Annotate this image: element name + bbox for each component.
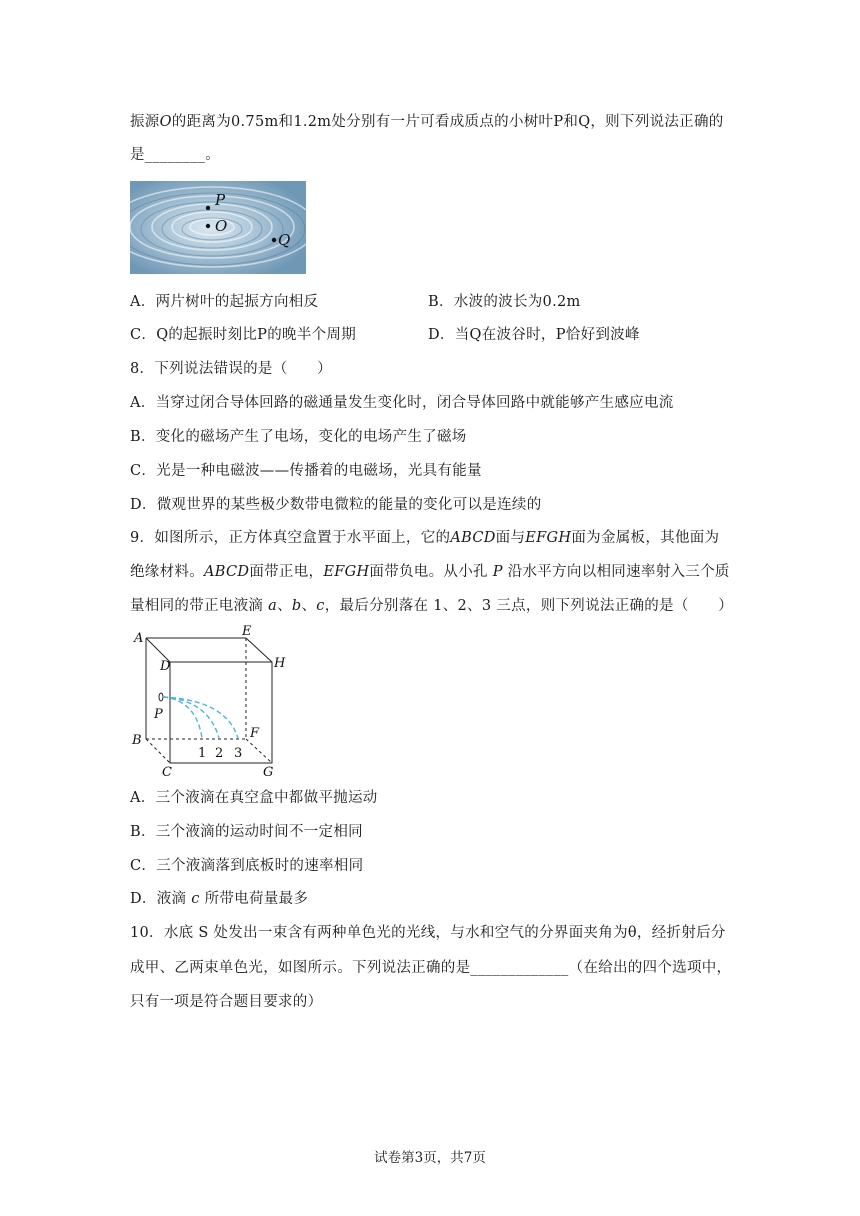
water-ripple-figure bbox=[130, 181, 306, 274]
trajectory-3 bbox=[163, 697, 238, 738]
point-3: 3 bbox=[234, 746, 243, 761]
label-d: D bbox=[160, 659, 171, 674]
q8-option-c: C．光是一种电磁波——传播着的电磁场，光具有能量 bbox=[130, 463, 482, 479]
edge-bc bbox=[146, 739, 170, 763]
point-1: 1 bbox=[198, 746, 207, 761]
source-o-dot bbox=[206, 224, 210, 228]
q9-stem-line3: 量相同的带正电液滴 a、b、c，最后分别落在 1、2、3 三点，则下列说法正确的是（ ） bbox=[130, 598, 734, 614]
label-p: P bbox=[154, 707, 163, 722]
q8-stem: 8．下列说法错误的是（ ） bbox=[130, 361, 332, 377]
trajectory-1 bbox=[163, 697, 202, 738]
q7-option-d: D．当Q在波谷时，P恰好到波峰 bbox=[428, 327, 640, 343]
q7-option-c: C．Q的起振时刻比P的晚半个周期 bbox=[130, 327, 357, 343]
label-b: B bbox=[132, 733, 142, 748]
q9-option-d: D．液滴 c 所带电荷量最多 bbox=[130, 891, 309, 907]
label-h: H bbox=[274, 656, 286, 671]
vacuum-cube-figure bbox=[126, 624, 296, 780]
q9-option-a: A．三个液滴在真空盒中都做平抛运动 bbox=[130, 790, 378, 806]
q9-stem-line2: 绝缘材料。ABCD面带正电，EFGH面带负电。从小孔 P 沿水平方向以相同速率射入三个质 bbox=[130, 564, 730, 580]
q7-option-b: B．水波的波长为0.2m bbox=[428, 294, 581, 310]
q10-stem-line2: 成甲、乙两束单色光，如图所示。下列说法正确的是_____________（在给出的四个选项中， bbox=[130, 960, 732, 976]
page-footer: 试卷第3页，共7页 bbox=[374, 1150, 486, 1166]
q9-stem-line1: 9．如图所示，正方体真空盒置于水平面上，它的ABCD面与EFGH面为金属板，其他面为 bbox=[130, 530, 720, 546]
point-2: 2 bbox=[215, 746, 224, 761]
q8-option-a: A．当穿过闭合导体回路的磁通量发生变化时，闭合导体回路中就能够产生感应电流 bbox=[130, 395, 674, 411]
hole-p bbox=[159, 693, 163, 701]
label-e: E bbox=[242, 624, 252, 639]
q10-stem-line3: 只有一项是符合题目要求的） bbox=[130, 994, 323, 1010]
label-c: C bbox=[162, 765, 172, 780]
trajectories bbox=[163, 697, 238, 738]
label-o: O bbox=[215, 217, 228, 235]
q7-option-a: A．两片树叶的起振方向相反 bbox=[130, 294, 319, 310]
label-f: F bbox=[250, 726, 260, 741]
q8-option-b: B．变化的磁场产生了电场，变化的电场产生了磁场 bbox=[130, 429, 467, 445]
edge-eh bbox=[246, 638, 272, 662]
label-q: Q bbox=[278, 231, 291, 249]
q7-stem-line2: 是________。 bbox=[130, 147, 220, 163]
label-p: P bbox=[215, 191, 226, 209]
q7-stem-line1: 振源O的距离为0.75m和1.2m处分别有一片可看成质点的小树叶P和Q，则下列说法正确的 bbox=[130, 114, 724, 130]
leaf-q-dot bbox=[272, 238, 276, 242]
q10-stem-line1: 10．水底 S 处发出一束含有两种单色光的光线，与水和空气的分界面夹角为θ，经折射后分 bbox=[130, 925, 726, 941]
label-a: A bbox=[134, 631, 144, 646]
leaf-p-dot bbox=[206, 206, 210, 210]
q9-option-c: C．三个液滴落到底板时的速率相同 bbox=[130, 858, 364, 874]
q9-option-b: B．三个液滴的运动时间不一定相同 bbox=[130, 824, 363, 840]
q8-option-d: D．微观世界的某些极少数带电微粒的能量的变化可以是连续的 bbox=[130, 497, 542, 513]
edge-fg bbox=[246, 739, 272, 763]
label-g: G bbox=[263, 765, 274, 780]
trajectory-2 bbox=[163, 697, 219, 738]
